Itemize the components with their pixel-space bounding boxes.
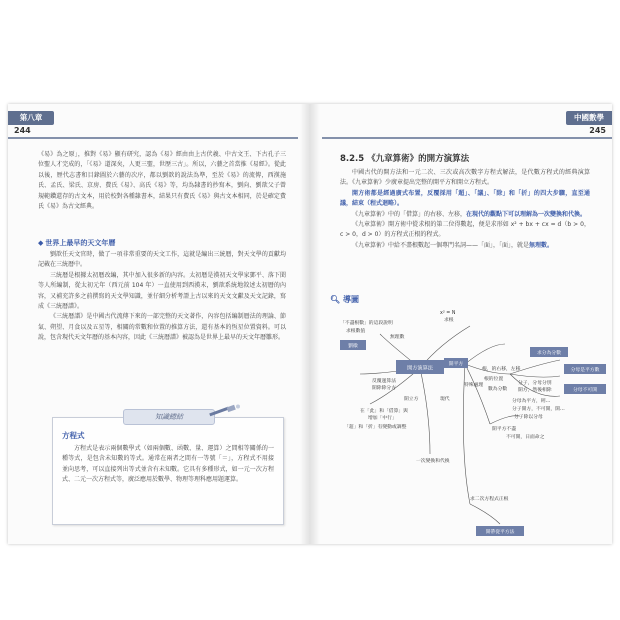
- paragraph: 開方術都是經過廣式布置，反覆採用「超」、「議」、「除」和「折」的四大步驟，直至通議，結束（程式迴略）。: [340, 189, 590, 208]
- left-page: [8, 104, 310, 544]
- magnifier-icon: 🔍︎: [330, 295, 341, 304]
- guide-heading: 🔍︎ 導圖: [330, 295, 359, 304]
- svg-text:x² = N: x² = N: [440, 311, 456, 316]
- page-number: 244: [14, 126, 31, 135]
- intro-text: [38, 150, 286, 212]
- paragraph: 劉歆任天文官時，做了一項非常重要的天文工作，這就是編出三統曆，對天文學的貢獻均記載在三統曆中。: [38, 251, 286, 269]
- svg-text:分母為平方，則…: 分母為平方，則…: [512, 399, 551, 404]
- right-page: [310, 104, 612, 544]
- paragraph: 中國古代的開方法和一元二次、三次或高次數字方程式解法，是代數方程式的經典演算法。《九章算術》少廣章提出完整的開平方和開立方程式。: [340, 169, 590, 187]
- svg-text:分子除以分母: 分子除以分母: [514, 415, 543, 420]
- header-rule: [322, 137, 612, 139]
- diamond-icon: ◆: [38, 239, 44, 247]
- header-rule: [8, 137, 298, 139]
- svg-text:「超」和「折」有變動或調整: 「超」和「折」有變動或調整: [344, 425, 407, 430]
- svg-text:無理數: 無理數: [390, 335, 405, 340]
- svg-text:分子開方，不可開，開…: 分子開方，不可開，開…: [512, 407, 565, 412]
- svg-text:在「此」和「借算」與: 在「此」和「借算」與: [360, 409, 408, 414]
- knowledge-box: [52, 413, 284, 525]
- knowledge-banner: 知識總結: [123, 409, 215, 425]
- paintbrush-icon: [207, 404, 243, 418]
- svg-text:開立方: 開立方: [404, 397, 419, 402]
- svg-text:特殊處理: 特殊處理: [464, 383, 484, 388]
- svg-text:分母是平方數: 分母是平方數: [570, 368, 600, 373]
- svg-text:反覆運算法: 反覆運算法: [372, 379, 396, 384]
- svg-text:數為分數: 數為分數: [488, 387, 508, 392]
- chapter-tab: 第八章: [8, 111, 54, 125]
- svg-text:求根: 求根: [444, 318, 454, 323]
- svg-text:一次變換和代換: 一次變換和代換: [416, 459, 450, 464]
- page-number: 245: [589, 126, 606, 135]
- paragraph: 《三統曆譜》是中國古代流傳下來的一部完整的天文著作，內容包括編制曆法的理論、節氣、朔望、月食以及五星等，相關的常數和位置的推算方法，還有基本的恆星位置資料。可以說，包含現代天文年曆的基本內容，因此《三統曆譜》被認為是世界上最早的天文年曆雛形。: [38, 313, 286, 342]
- svg-text:開除除分方: 開除除分方: [372, 386, 396, 391]
- paragraph: 《九章算術》中給不盡根數起一個專門名詞——「面」，「面」，就是無理數。: [352, 241, 554, 249]
- section-text: [340, 168, 590, 251]
- section-text: [38, 250, 286, 344]
- svg-text:開平方不盡: 開平方不盡: [492, 427, 516, 432]
- svg-text:根的位置: 根的位置: [484, 377, 504, 382]
- paragraph: 《九章算術》開方術中從求根的第二位得數起，便是求形如 x² + bx + cx = d（b > 0，c > 0，d > 0）的方程式正根的程式。: [340, 221, 590, 239]
- paragraph: 《易》為之原」，推對《易》顯有研究，認為《易》經由由上古伏羲、中古文王、下古孔子三位聖人才完成的，「《易》道深矣，人更三聖，世歷三古」。所以，六藝之首當推《易經》。從此以後，歷代志書和目錄圖於六藝的次序，都以劉歆的說法為準，至於《易》的流傳，西漢施氏、孟氏、梁氏、京房、費氏《易》、高氏《易》等，均為隸書的抄寫本，劉向、劉歆父子曾規範鑽還存的古文本，用於校對各種隸書本，結果只有費氏《易》與古文本相同，於是確定費氏《易》為古文經典。: [38, 151, 286, 211]
- book-spread: [8, 104, 612, 544]
- svg-text:分母不可開: 分母不可開: [573, 388, 597, 393]
- svg-text:劉徽: 劉徽: [348, 344, 358, 349]
- knowledge-text: 方程式是表示兩個數學式（如兩個數、函數、量、運算）之間相等關係的一種等式，是包含未知數的等式。通常在兩者之間有一等號「＝」，方程式不用接並向思考，可以直接列出等式並含有未知數。它具有多種形式，如一元一次方程式、二元一次方程式等，廣泛應用於數學、物理等理科應用題運算。: [62, 445, 274, 484]
- svg-text:求二次方程式正根: 求二次方程式正根: [470, 497, 509, 502]
- paragraph: 三統曆是根據太初曆改編，其中加入很多新的內容。太初曆是漢初天文學家鄧平、落下閎等人所編制，從太初元年（西元前 104 年）一直使用到西漢末，劉歆系統地敘述太初曆的內容，又補充許多之前撰寫的天文學知識，並仔細分析考證上古以來的天文文獻及天文記錄，寫成《三統曆譜》。: [38, 271, 286, 311]
- svg-text:開平方: 開平方: [448, 362, 464, 367]
- paragraph: 《九章算術》中的「借算」的右移、左移，在現代的觀點下可以理解為一次變換和代換。: [352, 210, 587, 218]
- svg-text:分子，分母分別: 分子，分母分別: [518, 381, 552, 386]
- svg-text:求分為分數: 求分為分數: [537, 351, 561, 356]
- svg-text:現代: 現代: [440, 397, 450, 402]
- section-heading: ◆ 世界上最早的天文年曆: [38, 239, 116, 247]
- svg-text:增加「中行」: 增加「中行」: [368, 416, 397, 421]
- svg-text:不可開，日面命之: 不可開，日面命之: [506, 435, 545, 440]
- svg-text:開方，然後相除: 開方，然後相除: [518, 388, 552, 393]
- chapter-tab: 中國數學: [566, 111, 612, 125]
- svg-text:開方演算法: 開方演算法: [407, 365, 433, 372]
- svg-text:根，的右移，左移: 根，的右移，左移: [482, 367, 521, 372]
- svg-text:「不盡根數」的這段說明: 「不盡根數」的這段說明: [340, 321, 393, 326]
- svg-text:求根數值: 求根數值: [346, 329, 366, 334]
- mind-map: [320, 304, 610, 540]
- knowledge-title: 方程式: [62, 431, 85, 440]
- svg-text:開帶從平方法: 開帶從平方法: [485, 530, 515, 535]
- section-title: 8.2.5 《九章算術》的開方演算法: [340, 154, 470, 164]
